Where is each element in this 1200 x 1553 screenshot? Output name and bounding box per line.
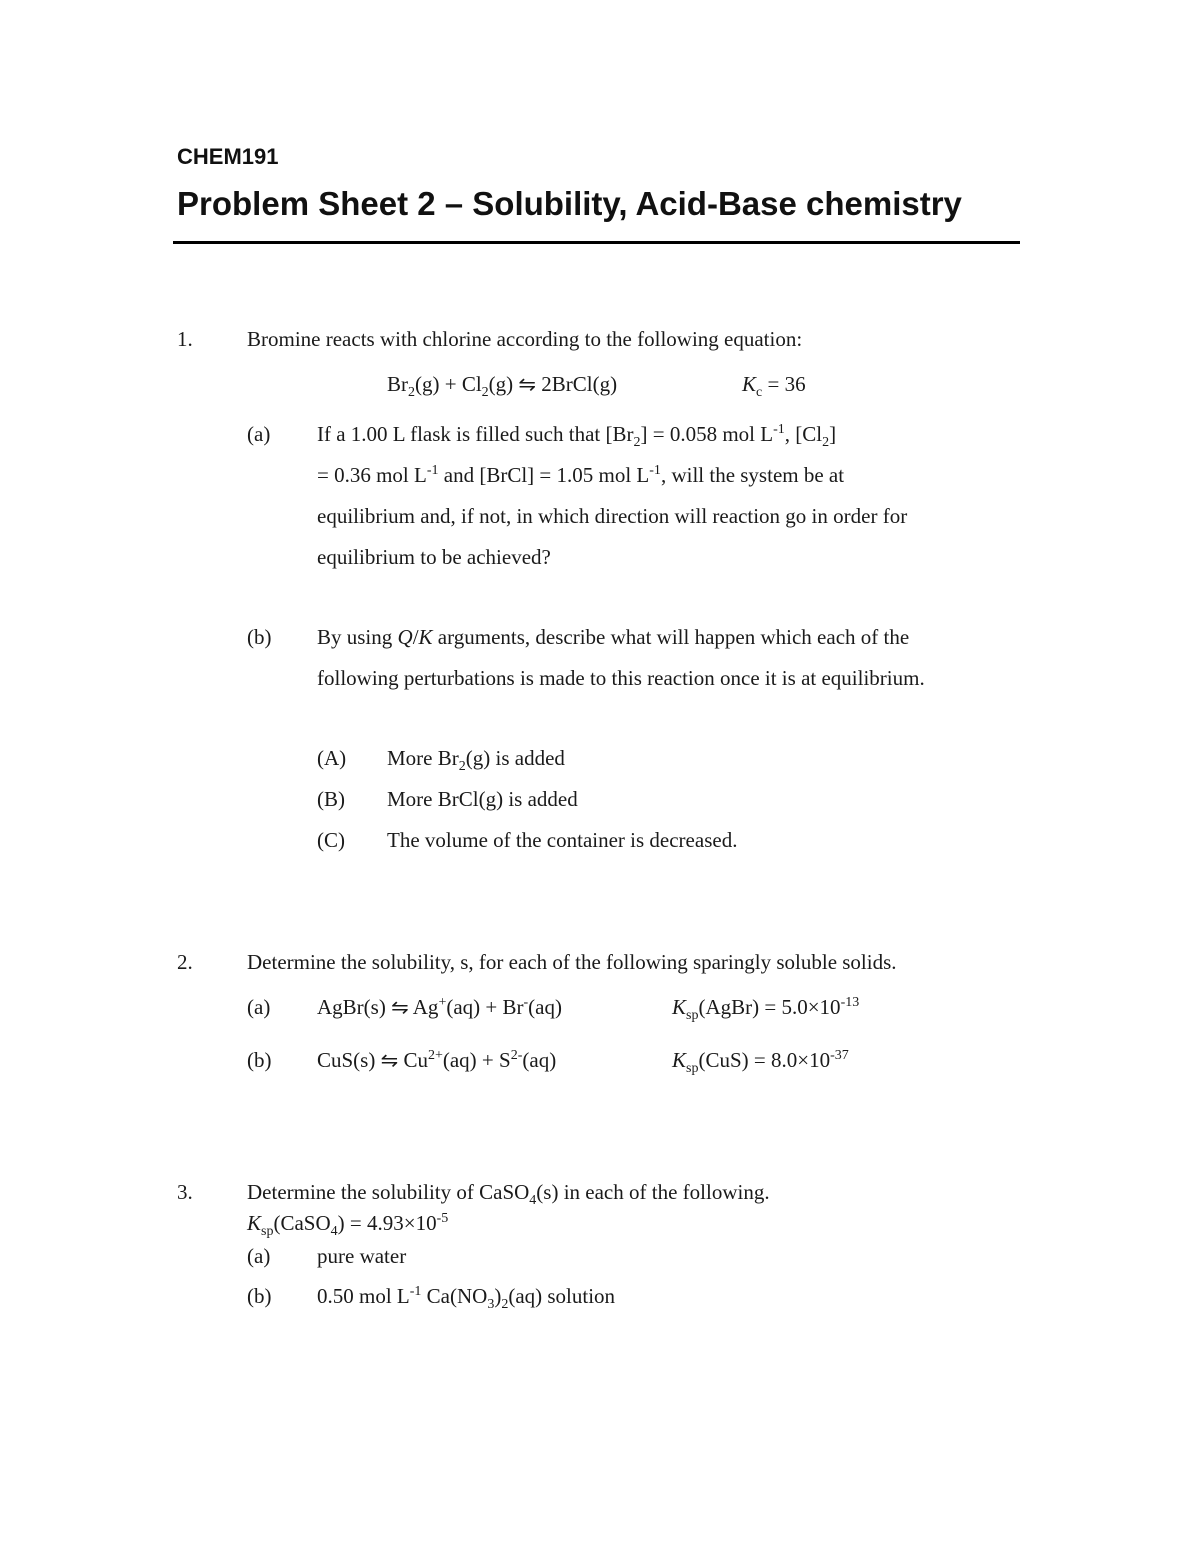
perturbation-c-label: (C) [317, 828, 345, 852]
q2-b-ksp: $K_{sp}(CuS) = 8.0\times 10^{-37}$ [672, 1048, 849, 1077]
q3-number: 3. [177, 1180, 193, 1204]
q1-a-line4: equilibrium to be achieved? [317, 545, 551, 569]
perturbation-b-text: More BrCl(g) is added [387, 787, 578, 811]
perturbation-a-text: More $Br_2(g)$ is added [387, 746, 565, 775]
q1-b-label: (b) [247, 625, 272, 649]
q1-a-line3: equilibrium and, if not, in which direction will reaction go in order for [317, 504, 908, 528]
perturbation-b-label: (B) [317, 787, 345, 811]
q1-a-line2: = 0.36 mol $L^{-1}$ and [BrCl] = 1.05 mol $L^{-1}$, will the system be at [317, 463, 845, 487]
q3-b-text: 0.50 mol $L^{-1}$ $Ca(NO_3)_2(aq)$ solution [317, 1284, 616, 1313]
page-title: Problem Sheet 2 – Solubility, Acid-Base chemistry [177, 185, 962, 222]
title-divider [173, 241, 1020, 244]
q1-number: 1. [177, 327, 193, 351]
q1-a-line1: If a 1.00 L flask is filled such that $[Br_2] = 0.058$ mol $L^{-1}$, $[Cl_2]$ [317, 422, 837, 451]
course-code: CHEM191 [177, 144, 279, 169]
q2-number: 2. [177, 950, 193, 974]
q1-a-label: (a) [247, 422, 271, 446]
q2-intro: Determine the solubility, s, for each of the following sparingly soluble solids. [247, 950, 897, 974]
q1-intro: Bromine reacts with chlorine according to the following equation: [247, 327, 803, 351]
q2-a-equation: AgBr(s) ⇋ Ag+(aq) + Br-(aq) [317, 995, 562, 1019]
q1-b-line1: By using Q/K arguments, describe what will happen which each of the [317, 625, 910, 649]
q3-intro: Determine the solubility of CaSO$_4$(s) in each of the following. [247, 1180, 770, 1209]
q3-a-text: pure water [317, 1244, 407, 1268]
q1-b-line2: following perturbations is made to this reaction once it is at equilibrium. [317, 666, 925, 690]
perturbation-a-label: (A) [317, 746, 347, 770]
q2-b-label: (b) [247, 1048, 272, 1072]
perturbation-c-text: The volume of the container is decreased. [387, 828, 738, 852]
q3-b-label: (b) [247, 1284, 272, 1308]
q3-ksp: $K_{sp}(CaSO_4) = 4.93\times 10^{-5}$ [247, 1211, 449, 1240]
q1-equation: $Br_2(g) + Cl_2(g)$ ⇋ 2BrCl(g) [387, 372, 618, 401]
q2-b-equation: CuS(s) ⇋ $Cu^{2+}(aq) + S^{2-}(aq)$ [317, 1048, 557, 1072]
q2-a-label: (a) [247, 995, 271, 1019]
q3-a-label: (a) [247, 1244, 271, 1268]
q1-kc: $K_c = 36$ [742, 372, 806, 401]
q2-a-ksp: $K_{sp}(AgBr) = 5.0\times 10^{-13}$ [672, 995, 860, 1024]
